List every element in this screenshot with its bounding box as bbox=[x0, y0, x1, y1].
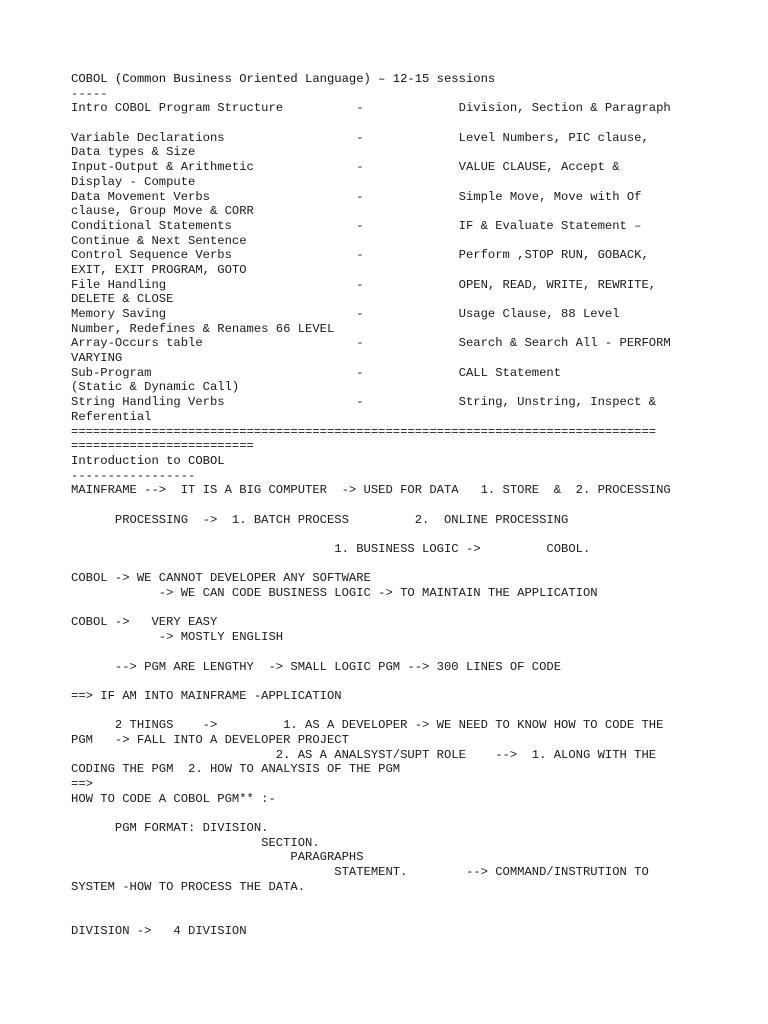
note-line: HOW TO CODE A COBOL PGM** :- bbox=[71, 791, 276, 806]
blank-line bbox=[71, 895, 711, 910]
topic-line-continuation: clause, Group Move & CORR bbox=[71, 204, 254, 219]
note-line: -> WE CAN CODE BUSINESS LOGIC -> TO MAINTAIN THE APPLICATION bbox=[71, 586, 598, 601]
topic-line: Array-Occurs table - Search & Search All - PERFORM bbox=[71, 336, 671, 351]
topic-line: Control Sequence Verbs - Perform ,STOP RUN, GOBACK, bbox=[71, 248, 649, 263]
blank-line bbox=[71, 704, 711, 719]
blank-line bbox=[71, 116, 711, 131]
blank-line bbox=[71, 674, 711, 689]
note-line: PROCESSING -> 1. BATCH PROCESS 2. ONLINE PROCESSING bbox=[71, 512, 569, 527]
separator-rule-continuation: ========================= bbox=[71, 439, 254, 454]
note-line: SECTION. bbox=[71, 835, 320, 850]
note-line: PARAGRAPHS bbox=[71, 850, 364, 865]
topic-line-continuation: Continue & Next Sentence bbox=[71, 233, 247, 248]
section-heading: Introduction to COBOL bbox=[71, 453, 225, 468]
topic-line: Intro COBOL Program Structure - Division, Section & Paragraph bbox=[71, 101, 671, 116]
blank-line bbox=[71, 909, 711, 924]
blank-line bbox=[71, 527, 711, 542]
note-line: COBOL -> VERY EASY bbox=[71, 615, 218, 630]
topic-line-continuation: Data types & Size bbox=[71, 145, 196, 160]
note-line: COBOL -> WE CANNOT DEVELOPER ANY SOFTWARE bbox=[71, 571, 371, 586]
topic-line: File Handling - OPEN, READ, WRITE, REWRITE, bbox=[71, 277, 657, 292]
note-line: STATEMENT. --> COMMAND/INSTRUTION TO bbox=[71, 865, 649, 880]
topic-line-continuation: Number, Redefines & Renames 66 LEVEL bbox=[71, 321, 335, 336]
topic-line-continuation: DELETE & CLOSE bbox=[71, 292, 174, 307]
note-line: PGM -> FALL INTO A DEVELOPER PROJECT bbox=[71, 732, 349, 747]
note-line: --> PGM ARE LENGTHY -> SMALL LOGIC PGM --> 300 LINES OF CODE bbox=[71, 659, 562, 674]
note-line: 2 THINGS -> 1. AS A DEVELOPER -> WE NEED TO KNOW HOW TO CODE THE bbox=[71, 718, 664, 733]
blank-line bbox=[71, 557, 711, 572]
blank-line bbox=[71, 645, 711, 660]
topic-line: Sub-Program - CALL Statement bbox=[71, 365, 562, 380]
note-line: DIVISION -> 4 DIVISION bbox=[71, 923, 247, 938]
topic-line-continuation: Referential bbox=[71, 409, 152, 424]
title-underline: ----- bbox=[71, 86, 108, 101]
topic-line: Input-Output & Arithmetic - VALUE CLAUSE, Accept & bbox=[71, 160, 620, 175]
separator-rule: ================================================================================ bbox=[71, 424, 657, 439]
topic-line: Conditional Statements - IF & Evaluate Statement – bbox=[71, 218, 642, 233]
note-line: -> MOSTLY ENGLISH bbox=[71, 630, 284, 645]
document-page bbox=[71, 72, 711, 939]
topic-line: String Handling Verbs - String, Unstring, Inspect & bbox=[71, 395, 657, 410]
blank-line bbox=[71, 806, 711, 821]
blank-line bbox=[71, 601, 711, 616]
topic-line-continuation: VARYING bbox=[71, 351, 123, 366]
topic-line: Memory Saving - Usage Clause, 88 Level bbox=[71, 307, 620, 321]
topic-line: Variable Declarations - Level Numbers, PIC clause, bbox=[71, 130, 649, 145]
blank-line bbox=[71, 498, 711, 513]
topic-line-continuation: (Static & Dynamic Call) bbox=[71, 380, 240, 395]
topic-line-continuation: EXIT, EXIT PROGRAM, GOTO bbox=[71, 262, 247, 277]
note-line: 1. BUSINESS LOGIC -> COBOL. bbox=[71, 542, 591, 556]
heading-underline: ----------------- bbox=[71, 468, 196, 483]
note-line: PGM FORMAT: DIVISION. bbox=[71, 821, 269, 836]
document-title: COBOL (Common Business Oriented Language) – 12-15 sessions bbox=[71, 72, 496, 86]
note-line: ==> IF AM INTO MAINFRAME -APPLICATION bbox=[71, 688, 342, 703]
note-line: SYSTEM -HOW TO PROCESS THE DATA. bbox=[71, 879, 306, 894]
note-line: ==> bbox=[71, 777, 93, 791]
topic-line-continuation: Display - Compute bbox=[71, 174, 196, 189]
note-line: CODING THE PGM 2. HOW TO ANALYSIS OF THE PGM bbox=[71, 762, 401, 777]
note-line: 2. AS A ANALSYST/SUPT ROLE --> 1. ALONG WITH THE bbox=[71, 747, 657, 762]
note-line: MAINFRAME --> IT IS A BIG COMPUTER -> USED FOR DATA 1. STORE & 2. PROCESSING bbox=[71, 483, 671, 498]
topic-line: Data Movement Verbs - Simple Move, Move with Of bbox=[71, 189, 642, 204]
